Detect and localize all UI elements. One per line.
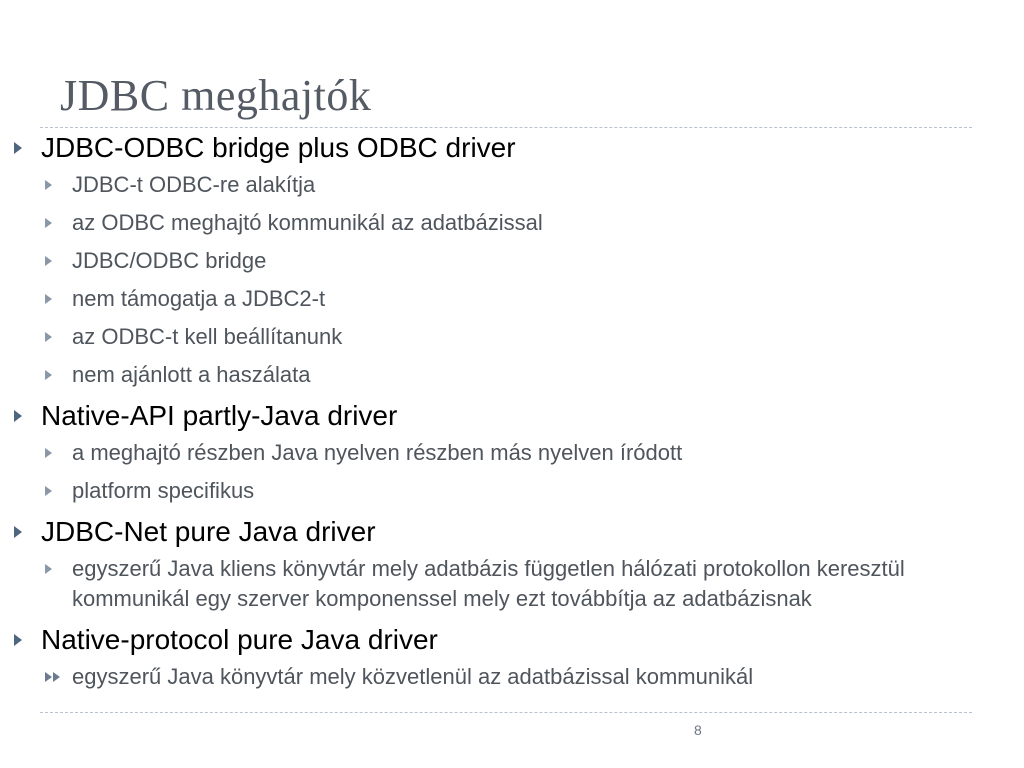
bullet-level2 (0, 662, 1024, 692)
sub-bullet-triangle-icon (53, 672, 60, 682)
sub-bullet-text: nem ajánlott a haszálata (72, 362, 311, 387)
bullet-level2 (0, 476, 1024, 506)
sub-bullet-triangle-icon (45, 180, 52, 190)
bullet-triangle-icon (14, 526, 22, 538)
sub-bullet-text: nem támogatja a JDBC2-t (72, 286, 326, 311)
bullet-level2 (0, 284, 1024, 314)
bullet-triangle-icon (14, 634, 22, 646)
sub-bullet-triangle-icon (45, 448, 52, 458)
bullet-text: Native-API partly-Java driver (41, 400, 398, 431)
bullet-level2 (0, 322, 1024, 352)
slide-title: JDBC meghajtók (60, 71, 372, 120)
sub-bullet-triangle-icon (45, 218, 52, 228)
bullet-level2 (0, 438, 1024, 468)
sub-bullet-text: JDBC/ODBC bridge (72, 248, 267, 273)
bullet-level2 (0, 554, 1024, 614)
footer-divider (40, 712, 972, 713)
sub-bullet-triangle-icon (45, 256, 52, 266)
sub-bullet-text: platform specifikus (72, 478, 255, 503)
bullet-level1 (0, 128, 1024, 168)
sub-bullet-triangle-icon (45, 564, 52, 574)
bullet-level1 (0, 620, 1024, 660)
bullet-text: Native-protocol pure Java driver (41, 624, 438, 655)
sub-bullet-text: JDBC-t ODBC-re alakítja (72, 172, 316, 197)
sub-bullet-triangle-icon (45, 486, 52, 496)
bullet-triangle-icon (14, 142, 22, 154)
sub-bullet-text: a meghajtó részben Java nyelven részben más nyelven íródott (72, 440, 683, 465)
sub-bullet-triangle-icon (45, 294, 52, 304)
bullet-list (0, 128, 1024, 692)
bullet-level2 (0, 360, 1024, 390)
bullet-level2 (0, 208, 1024, 238)
bullet-level2 (0, 170, 1024, 200)
bullet-level1 (0, 396, 1024, 436)
bullet-text: JDBC-ODBC bridge plus ODBC driver (41, 132, 516, 163)
page-number: 8 (694, 722, 702, 738)
sub-bullet-text: egyszerű Java kliens könyvtár mely adatbázis független hálózati protokollon keresztül kommunikál egy szerver komponenssel mely ezt továbbítja az adatbázisnak (72, 556, 905, 611)
sub-bullet-triangle-icon (45, 370, 52, 380)
bullet-level2 (0, 246, 1024, 276)
sub-bullet-triangle-icon (45, 672, 52, 682)
sub-bullet-text: az ODBC-t kell beállítanunk (72, 324, 343, 349)
sub-bullet-text: egyszerű Java könyvtár mely közvetlenül az adatbázissal kommunikál (72, 664, 754, 689)
sub-bullet-text: az ODBC meghajtó kommunikál az adatbázissal (72, 210, 543, 235)
sub-bullet-triangle-icon (45, 332, 52, 342)
bullet-text: JDBC-Net pure Java driver (41, 516, 376, 547)
bullet-triangle-icon (14, 410, 22, 422)
bullet-level1 (0, 512, 1024, 552)
